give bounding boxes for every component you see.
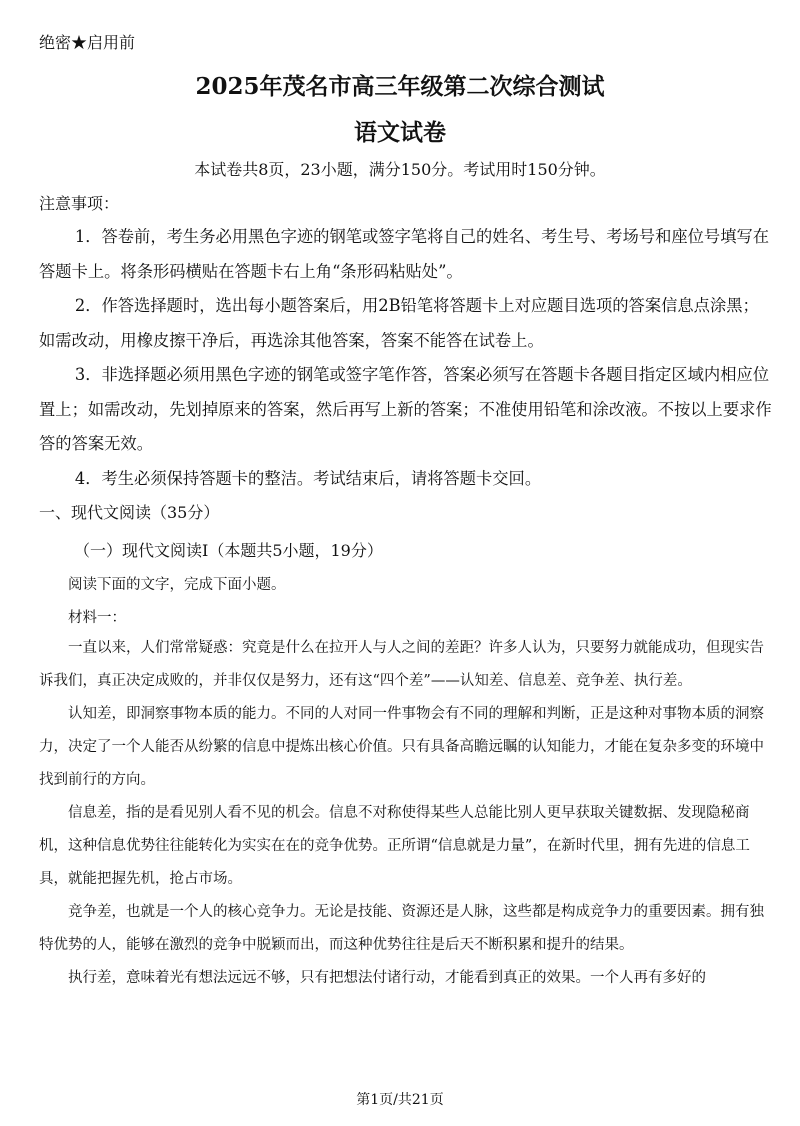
notice-heading: 注意事项： [39,194,120,213]
exam-title: 2025年茂名市高三年级第二次综合测试 [195,73,605,100]
notice-item: 2．作答选择题时，选出每小题答案后，用2B铅笔将答题卡上对应题目选项的答案信息点涂黑；如需改动，用橡皮擦干净后，再选涂其他答案，答案不能答在试卷上。 [39,296,759,350]
exam-info: 本试卷共8页，23小题，满分150分。考试用时150分钟。 [194,160,606,179]
material-paragraph: 竞争差，也就是一个人的核心竞争力。无论是技能、资源还是人脉，这些都是构成竞争力的重要因素。拥有独特优势的人，能够在激烈的竞争中脱颖而出，而这种优势往往是后天不断积累和提升的结果。 [39,904,764,953]
notice-item: 3．非选择题必须用黑色字迹的钢笔或签字笔作答，答案必须写在答题卡各题目指定区域内相应位置上；如需改动，先划掉原来的答案，然后再写上新的答案；不准使用铅笔和涂改液。不按以上要求作答的答案无效。 [39,365,772,453]
confidential-mark: 绝密★启用前 [39,33,136,52]
material-paragraph: 认知差，即洞察事物本质的能力。不同的人对同一件事物会有不同的理解和判断，正是这种对事物本质的洞察力，决定了一个人能否从纷繁的信息中提炼出核心价值。只有具备高瞻远瞩的认知能力，才能在复杂多变的环境中找到前行的方向。 [39,706,764,788]
material-paragraph: 一直以来，人们常常疑惑：究竟是什么在拉开人与人之间的差距？许多人认为，只要努力就能成功，但现实告诉我们，真正决定成败的，并非仅仅是努力，还有这“四个差”——认知差、信息差、竞争差、执行差。 [39,640,764,689]
notice-item: 4．考生必须保持答题卡的整洁。考试结束后，请将答题卡交回。 [74,468,542,488]
reading-instruction: 阅读下面的文字，完成下面小题。 [68,577,286,593]
material-paragraph: 执行差，意味着光有想法远远不够，只有把想法付诸行动，才能看到真正的效果。一个人再有多好的 [68,970,706,986]
material-paragraph: 信息差，指的是看见别人看不见的机会。信息不对称使得某些人总能比别人更早获取关键数据、发现隐秘商机，这种信息优势往往能转化为实实在在的竞争优势。正所谓“信息就是力量”，在新时代里，拥有先进的信息工具，就能把握先机，抢占市场。 [39,805,750,887]
material-body [39,632,774,995]
material-label: 材料一： [68,610,126,626]
exam-subtitle: 语文试卷 [354,119,446,146]
page-number: 第1页/共21页 [356,1092,444,1108]
part-title: 一、现代文阅读（35分） [39,503,220,522]
notice-list [39,220,774,496]
notice-item: 1．答卷前，考生务必用黑色字迹的钢笔或签字笔将自己的姓名、考生号、考场号和座位号填写在答题卡上。将条形码横贴在答题卡右上角“条形码粘贴处”。 [39,227,770,281]
sub-section-title: （一）现代文阅读Ⅰ（本题共5小题，19分） [74,541,383,560]
